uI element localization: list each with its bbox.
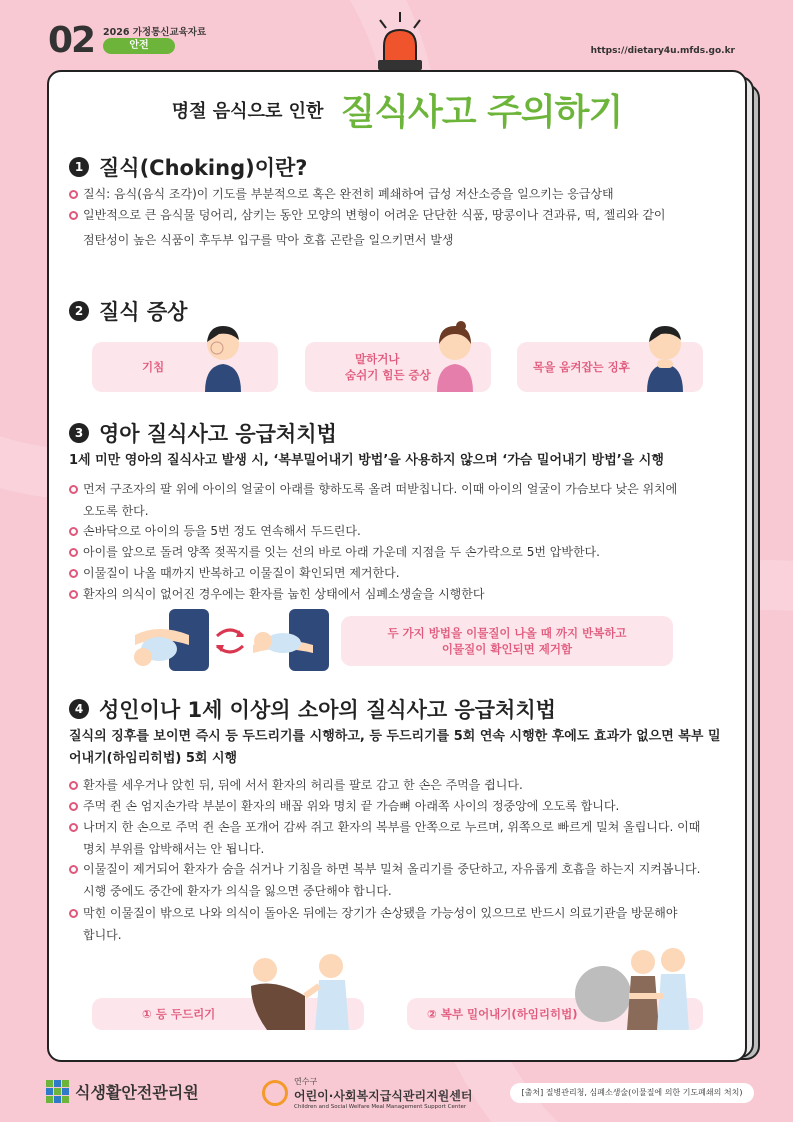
infant-back-blow-illustration (129, 605, 209, 671)
infant-chest-thrust-illustration (249, 605, 329, 671)
list-item-continued: 합니다. (83, 928, 122, 942)
section-title: 영아 질식사고 응급처치법 (99, 422, 337, 446)
list-item: 이물질이 나올 때까지 반복하고 이물질이 확인되면 제거한다. (69, 563, 729, 584)
throat-grabbing-person-illustration (637, 320, 693, 392)
section-3-subhead: 1세 미만 영아의 질식사고 발생 시, ‘복부밀어내기 방법’을 사용하지 않으며 ‘가슴 밀어내기 방법’을 시행 (69, 453, 664, 468)
section-title: 질식(Choking)이란? (99, 156, 308, 180)
section-3-heading (69, 418, 337, 448)
source-url[interactable]: https://dietary4u.mfds.go.kr (590, 46, 735, 56)
section-title: 질식 증상 (99, 300, 188, 324)
section-number-badge: 4 (69, 699, 89, 719)
main-sheet (47, 70, 747, 1062)
org-name: 어린이·사회복지급식관리지원센터 (294, 1089, 473, 1103)
issue-year-label: 2026 가정통신교육자료 (103, 27, 207, 38)
section-4-list-cont2 (69, 903, 729, 924)
symptom-label: 목을 움켜잡는 징후 (533, 360, 630, 374)
coughing-person-illustration (195, 320, 251, 392)
org-name-en: Children and Social Welfare Meal Management Support Center (294, 1104, 467, 1110)
method-label: ① 등 두드리기 (142, 1007, 216, 1021)
back-blow-illustration (245, 952, 361, 1030)
list-item: 이물질이 제거되어 환자가 숨을 쉬거나 기침을 하면 복부 밀쳐 올리기를 중단하고, 자유롭게 호흡을 하는지 지켜봅니다. (69, 859, 729, 880)
heimlich-illustration (573, 946, 697, 1030)
org-logo-1 (46, 1080, 199, 1103)
siren-icon (372, 10, 428, 74)
section-2-heading (69, 296, 187, 326)
list-item: 환자를 세우거나 앉힌 뒤, 뒤에 서서 환자의 허리를 팔로 감고 한 손은 주먹을 쥡니다. (69, 775, 729, 796)
symptom-label: 기침 (142, 360, 165, 374)
list-item: 아이를 앞으로 돌려 양쪽 젖꼭지를 잇는 선의 바로 아래 가운데 지점을 두 손가락으로 5번 압박한다. (69, 542, 729, 563)
section-4-heading (69, 694, 556, 724)
list-item: 주먹 쥔 손 엄지손가락 부분이 환자의 배꼽 위와 명치 끝 가슴뼈 아래쪽 사이의 정중앙에 오도록 합니다. (69, 796, 729, 817)
section-4-list (69, 775, 729, 838)
section-4-subhead: 질식의 징후를 보이면 즉시 등 두드리기를 시행하고, 등 두드리기를 5회 연속 시행한 후에도 효과가 없으면 복부 밀어내기(하임리히법) 5회 시행 (69, 729, 721, 766)
swap-arrows-icon (211, 624, 249, 658)
title-prefix: 명절 음식으로 인한 (171, 100, 324, 122)
section-number-badge: 1 (69, 157, 89, 177)
section-3-list-cont (69, 521, 729, 605)
org-district: 연수구 (294, 1077, 318, 1086)
list-item-continued: 명치 부위를 압박해서는 안 됩니다. (83, 842, 265, 856)
section-title: 성인이나 1세 이상의 소아의 질식사고 응급처치법 (99, 698, 556, 722)
org-logo-2 (262, 1076, 472, 1110)
section-number-badge: 3 (69, 423, 89, 443)
method-label: ② 복부 밀어내기(하임리히법) (427, 1007, 578, 1021)
section-1-list (69, 184, 729, 226)
struggling-person-illustration (427, 320, 483, 392)
symptom-label: 말하거나 (355, 352, 400, 366)
list-item: 일반적으로 큰 음식물 덩어리, 삼키는 동안 모양의 변형이 어려운 단단한 식품, 땅콩이나 견과류, 떡, 젤리와 같이 (69, 205, 729, 226)
title-main: 질식사고 주의하기 (340, 92, 623, 133)
infant-note-box (341, 616, 673, 666)
symptom-label: 숨쉬기 힘든 증상 (345, 368, 431, 382)
logo-mark-icon (46, 1080, 69, 1103)
list-item: 막힌 이물질이 밖으로 나와 의식이 돌아온 뒤에는 장기가 손상됐을 가능성이 있으므로 반드시 의료기관을 방문해야 (69, 903, 729, 924)
org-name: 식생활안전관리원 (75, 1083, 199, 1102)
section-1-heading (69, 152, 307, 182)
list-item: 질식: 음식(음식 조각)이 기도를 부분적으로 혹은 완전히 폐쇄하여 급성 저산소증을 일으키는 응급상태 (69, 184, 729, 205)
note-line: 이물질이 확인되면 제거함 (441, 642, 573, 656)
issue-number: 02 (48, 20, 95, 61)
list-item: 환자의 의식이 없어진 경우에는 환자를 눕힌 상태에서 심폐소생술을 시행한다 (69, 584, 729, 605)
smile-logo-icon (262, 1080, 288, 1106)
note-line: 두 가지 방법을 이물질이 나올 때 까지 반복하고 (387, 626, 627, 640)
category-badge: 안전 (103, 38, 175, 54)
source-citation: [출처] 질병관리청, 심폐소생술(이물질에 의한 기도폐쇄의 처치) (510, 1083, 754, 1103)
list-item: 손바닥으로 아이의 등을 5번 정도 연속해서 두드린다. (69, 521, 729, 542)
section-4-list-cont (69, 859, 729, 880)
section-3-list (69, 479, 729, 500)
page-title (49, 84, 745, 135)
list-item-continued: 점탄성이 높은 식품이 후두부 입구를 막아 호흡 곤란을 일으키면서 발생 (83, 233, 454, 247)
section-number-badge: 2 (69, 301, 89, 321)
list-item-continued: 오도록 한다. (83, 504, 149, 518)
list-item: 먼저 구조자의 팔 위에 아이의 얼굴이 아래를 향하도록 올려 떠받칩니다. 이때 아이의 얼굴이 가슴보다 낮은 위치에 (69, 479, 729, 500)
list-item: 나머지 한 손으로 주먹 쥔 손을 포개어 감싸 쥐고 환자의 복부를 안쪽으로 누르며, 위쪽으로 빠르게 밀쳐 올립니다. 이때 (69, 817, 729, 838)
list-item-continued: 시행 중에도 중간에 환자가 의식을 잃으면 중단해야 합니다. (83, 884, 392, 898)
